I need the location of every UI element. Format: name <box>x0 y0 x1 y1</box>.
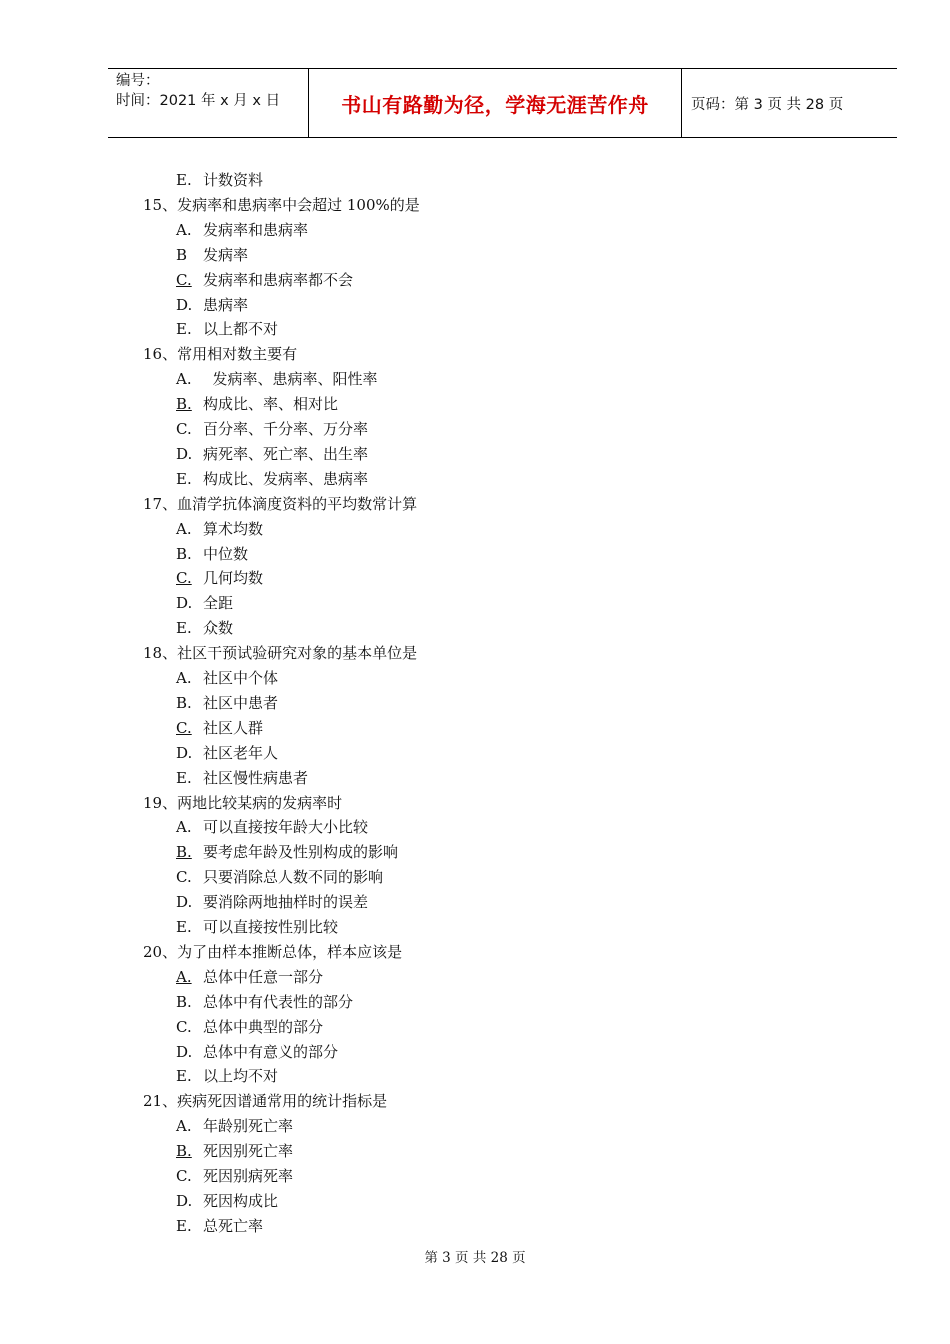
option-text: 可以直接按性别比较 <box>203 918 339 936</box>
option-letter: A. <box>176 220 192 239</box>
option-text: 社区慢性病患者 <box>203 768 309 787</box>
option-letter-correct: C. <box>176 569 192 588</box>
option-text: 要考虑年龄及性别构成的影响 <box>203 843 399 862</box>
answer-option <box>176 442 368 467</box>
option-letter: C. <box>176 1167 192 1185</box>
answer-option <box>176 293 248 318</box>
answer-option <box>176 1040 338 1065</box>
answer-option <box>176 1064 278 1089</box>
answer-option <box>176 1214 263 1239</box>
header-page-number: 页码：第 3 页 共 28 页 <box>691 96 844 113</box>
answer-option <box>176 666 278 691</box>
answer-option <box>176 1114 293 1139</box>
doc-number-label: 编号： <box>116 73 160 89</box>
option-letter: D. <box>176 1042 193 1061</box>
answer-option <box>176 243 248 268</box>
option-letter-correct: B. <box>176 1142 192 1161</box>
option-text: 发病率 <box>203 245 249 264</box>
option-letter: B <box>176 245 188 264</box>
answer-option <box>176 467 368 492</box>
option-text: 死因别死亡率 <box>203 1142 294 1161</box>
option-letter: E. <box>176 320 192 339</box>
option-letter: E. <box>176 469 192 488</box>
option-text: 全距 <box>203 594 234 613</box>
option-text: 发病率和患病率 <box>203 220 309 239</box>
option-letter-correct: C. <box>176 718 192 737</box>
answer-option <box>176 990 353 1015</box>
answer-option <box>176 367 378 392</box>
question-stem: 21、疾病死因谱通常用的统计指标是 <box>143 1092 388 1111</box>
option-text: 百分率、千分率、万分率 <box>203 420 369 438</box>
page-footer: 第 3 页 共 28 页 <box>424 1250 526 1266</box>
question-stem: 15、发病率和患病率中会超过 100%的是 <box>143 195 420 214</box>
option-letter: D. <box>176 743 193 762</box>
option-letter-correct: B. <box>176 843 192 862</box>
option-text: 总体中有代表性的部分 <box>203 992 354 1011</box>
option-text: 以上都不对 <box>203 320 279 339</box>
answer-option <box>176 1189 278 1214</box>
answer-option <box>176 890 368 915</box>
option-text: 中位数 <box>203 544 249 563</box>
option-text: 年龄别死亡率 <box>203 1117 294 1136</box>
option-letter: E. <box>176 619 192 638</box>
option-letter: D. <box>176 1191 193 1210</box>
option-text: 计数资料 <box>203 171 264 189</box>
header-meta <box>108 69 309 137</box>
question-stem: 19、两地比较某病的发病率时 <box>143 793 343 812</box>
option-text: 社区人群 <box>203 718 264 737</box>
page-header <box>108 68 897 138</box>
option-text: 病死率、死亡率、出生率 <box>203 444 369 463</box>
option-text: 构成比、率、相对比 <box>203 395 339 414</box>
option-letter: B. <box>176 544 192 563</box>
option-text: 患病率 <box>203 295 249 314</box>
option-letter: A. <box>176 370 192 389</box>
option-text: 死因构成比 <box>203 1191 279 1210</box>
option-text: 构成比、发病率、患病率 <box>203 469 369 488</box>
option-text: 发病率和患病率都不会 <box>203 270 354 289</box>
answer-option <box>176 218 308 243</box>
answer-option <box>176 168 263 193</box>
option-letter: E. <box>176 1216 192 1235</box>
option-text: 要消除两地抽样时的误差 <box>203 893 369 912</box>
answer-option <box>176 268 353 293</box>
question-stem: 17、血清学抗体滴度资料的平均数常计算 <box>143 494 418 513</box>
option-text: 只要消除总人数不同的影响 <box>203 868 384 887</box>
option-letter: E. <box>176 768 192 787</box>
option-letter: B. <box>176 992 192 1011</box>
answer-option <box>176 840 398 865</box>
answer-option <box>176 1164 293 1189</box>
answer-option <box>176 1015 323 1040</box>
answer-option <box>176 542 248 567</box>
question-stem: 20、为了由样本推断总体，样本应该是 <box>143 942 403 961</box>
option-text: 总体中有意义的部分 <box>203 1042 339 1061</box>
answer-option <box>176 716 263 741</box>
option-text: 死因别病死率 <box>203 1167 294 1185</box>
option-letter: B. <box>176 693 192 712</box>
option-letter: E. <box>176 1067 192 1086</box>
answer-option <box>176 691 278 716</box>
option-text: 社区中患者 <box>203 693 279 712</box>
option-letter: A. <box>176 519 192 538</box>
answer-option <box>176 766 308 791</box>
option-letter: C. <box>176 1017 192 1036</box>
question-stem: 18、社区干预试验研究对象的基本单位是 <box>143 644 418 663</box>
answer-option <box>176 616 233 641</box>
doc-time: 时间：2021 年 x 月 x 日 <box>116 93 281 109</box>
answer-option <box>176 741 278 766</box>
answer-option <box>176 1139 293 1164</box>
option-letter: D. <box>176 594 193 613</box>
option-text: 以上均不对 <box>203 1067 279 1086</box>
answer-option <box>176 865 383 890</box>
option-text: 众数 <box>203 619 234 638</box>
option-text: 总体中任意一部分 <box>203 967 324 986</box>
option-letter: D. <box>176 893 193 912</box>
answer-option <box>176 566 263 591</box>
option-letter-correct: A. <box>176 967 192 986</box>
header-slogan: 书山有路勤为径，学海无涯苦作舟 <box>309 69 682 137</box>
answer-option <box>176 815 368 840</box>
option-letter: C. <box>176 420 192 438</box>
answer-option <box>176 317 278 342</box>
option-letter: A. <box>176 1117 192 1136</box>
answer-option <box>176 591 233 616</box>
question-stem: 16、常用相对数主要有 <box>143 345 298 364</box>
option-letter-correct: B. <box>176 395 192 414</box>
option-letter: C. <box>176 868 192 887</box>
option-letter: A. <box>176 669 192 687</box>
option-text: 社区中个体 <box>203 669 279 687</box>
option-text: 发病率、患病率、阳性率 <box>203 370 378 389</box>
option-letter: D. <box>176 444 193 463</box>
option-text: 算术均数 <box>203 519 264 538</box>
option-letter-correct: C. <box>176 270 192 289</box>
option-text: 总体中典型的部分 <box>203 1017 324 1036</box>
answer-option <box>176 915 338 940</box>
option-text: 几何均数 <box>203 569 264 588</box>
option-text: 总死亡率 <box>203 1216 264 1235</box>
option-letter: E. <box>176 171 192 189</box>
option-letter: A. <box>176 818 192 837</box>
answer-option <box>176 517 263 542</box>
option-text: 可以直接按年龄大小比较 <box>203 818 369 837</box>
answer-option <box>176 392 338 417</box>
option-text: 社区老年人 <box>203 743 279 762</box>
answer-option <box>176 965 323 990</box>
option-letter: D. <box>176 295 193 314</box>
option-letter: E. <box>176 918 192 936</box>
answer-option <box>176 417 368 442</box>
